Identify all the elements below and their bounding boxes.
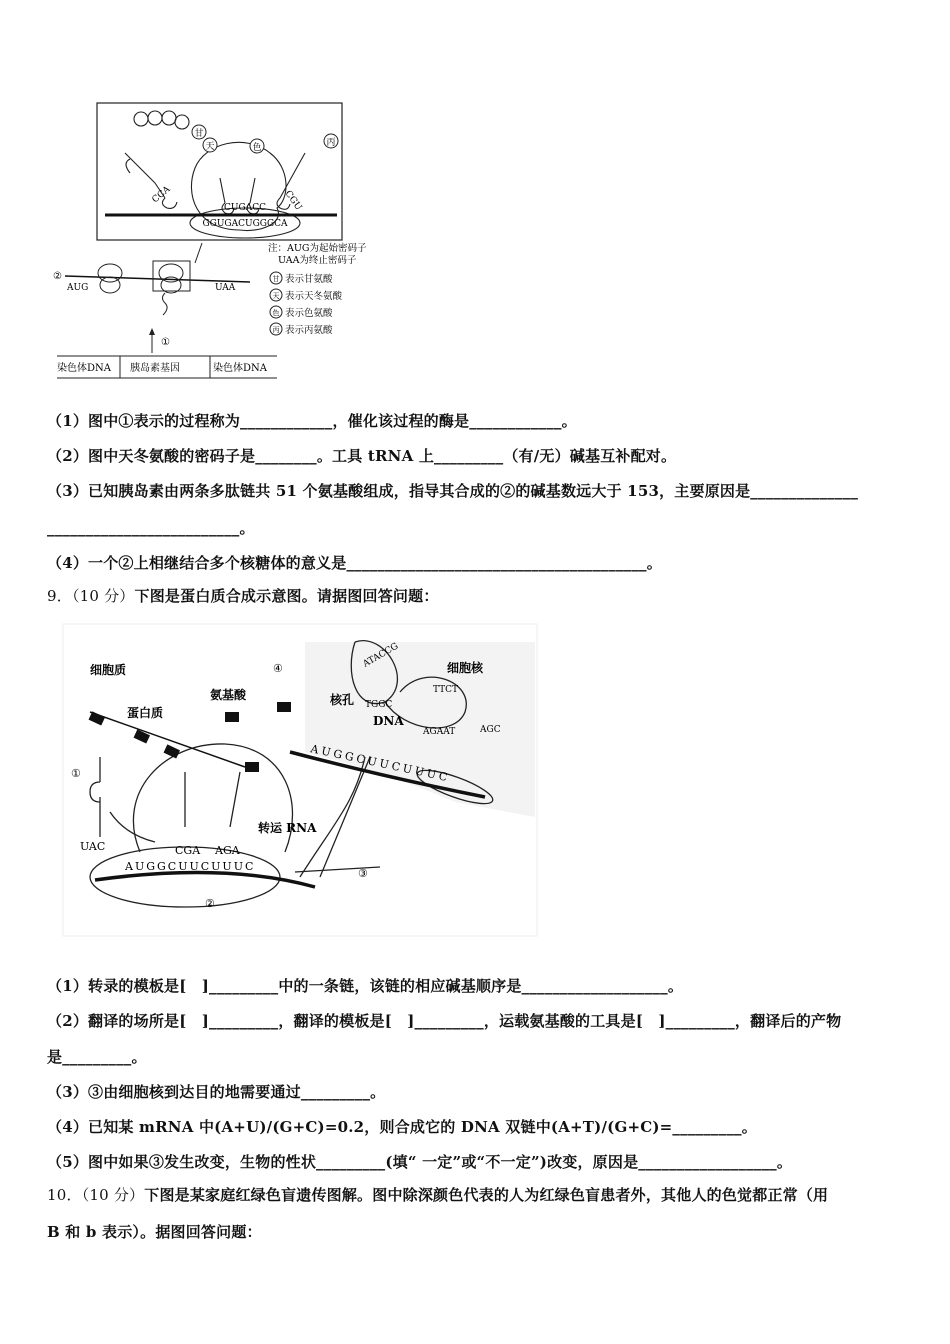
dna-segment-gene: 胰岛素基因 xyxy=(130,363,180,374)
legend-text: 表示色氨酸 xyxy=(285,308,333,319)
start-codon: AUG xyxy=(67,283,89,293)
dna-strand: AGAAT xyxy=(423,727,456,737)
note-start: 注：AUG为起始密码子 xyxy=(268,243,367,254)
protein-synthesis-diagram xyxy=(55,622,540,950)
q8-part1: （1）图中①表示的过程称为____________，催化该过程的酶是____________。 xyxy=(47,412,577,430)
q9-part2-cont: 是_________。 xyxy=(47,1048,147,1066)
q9-part4: （4）已知某 mRNA 中(A+U)/(G+C)=0.2，则合成它的 DNA 双链中(A+T)/(G+C)=_________。 xyxy=(47,1118,757,1136)
q9-part1: （1）转录的模板是[ ]_________中的一条链，该链的相应碱基顺序是___________________。 xyxy=(47,977,684,995)
mark-2: ② xyxy=(205,897,215,910)
q9-number: 9． xyxy=(47,587,72,605)
q8-part2: （2）图中天冬氨酸的密码子是________。工具 tRNA 上_________（有/无）碱基互补配对。 xyxy=(47,447,677,465)
translation-diagram xyxy=(45,98,390,383)
q10-stem xyxy=(47,1184,828,1205)
q8-part3: （3）已知胰岛素由两条多肽链共 51 个氨基酸组成，指导其合成的②的碱基数远大于 153，主要原因是______________ xyxy=(47,482,859,500)
legend-text: 表示丙氨酸 xyxy=(285,325,333,336)
label-nucleus: 细胞核 xyxy=(447,661,484,675)
bound-anticodon-1: CGA xyxy=(175,844,201,857)
dna-strand: TGGC xyxy=(365,700,393,710)
bound-anticodon-2: AGA xyxy=(215,844,240,857)
trna-anticodon-right: CGU xyxy=(282,188,304,213)
q10-stem-text: 下图是某家庭红绿色盲遗传图解。图中除深颜色代表的人为红绿色盲患者外，其他人的色觉都正常（用 xyxy=(144,1186,829,1204)
legend-mark: 丙 xyxy=(272,326,280,334)
q10-score: （10 分） xyxy=(81,1186,145,1204)
label-process: ① xyxy=(161,337,170,348)
legend-text: 表示甘氨酸 xyxy=(285,274,333,285)
free-trna-anticodon: UAC xyxy=(80,840,106,853)
legend-mark: 甘 xyxy=(272,275,280,283)
legend-mark: 色 xyxy=(272,309,280,317)
mrna-top-sequence: AUGGCUUCUUUC xyxy=(309,742,452,785)
ribosome-anticodons: CUGACC xyxy=(224,203,266,213)
q8-part3-cont: _________________________。 xyxy=(47,519,255,537)
mark-3: ③ xyxy=(358,867,368,880)
label-dna: DNA xyxy=(373,714,404,728)
label-cytoplasm: 细胞质 xyxy=(90,663,127,677)
q8-part4: （4）一个②上相继结合多个核糖体的意义是_______________________________________。 xyxy=(47,554,662,572)
dna-strand: TTCT xyxy=(433,685,459,695)
q9-stem xyxy=(47,585,439,606)
q10-number: 10． xyxy=(47,1186,82,1204)
label-mrna: ② xyxy=(53,271,62,282)
mrna-sequence: GGUGACUGGGCA xyxy=(202,219,288,229)
dna-segment: 染色体DNA xyxy=(213,363,267,374)
mrna-bottom-sequence: AUGGCUUCUUUC xyxy=(125,860,256,873)
mark-asp: 天 xyxy=(205,142,215,152)
label-trna: 转运 RNA xyxy=(258,821,317,835)
q9-part5: （5）图中如果③发生改变，生物的性状_________(填“ 一定”或“不一定”)改变，原因是__________________。 xyxy=(47,1153,793,1171)
label-protein: 蛋白质 xyxy=(127,706,164,720)
mark-1: ① xyxy=(71,767,81,780)
q9-score: （10 分） xyxy=(71,587,135,605)
label-amino-acid: 氨基酸 xyxy=(210,688,247,702)
q9-part3: （3）③由细胞核到达目的地需要通过_________。 xyxy=(47,1083,386,1101)
trna-anticodon-left: CCA xyxy=(150,184,173,206)
mark-4: ④ xyxy=(273,662,283,675)
dna-segment: 染色体DNA xyxy=(57,363,111,374)
legend-mark: 天 xyxy=(272,292,280,300)
stop-codon: UAA xyxy=(215,283,236,293)
q9-part2: （2）翻译的场所是[ ]_________，翻译的模板是[ ]_________，运载氨基酸的工具是[ ]_________，翻译后的产物 xyxy=(47,1012,842,1030)
dna-strand: ATACCG xyxy=(361,641,401,670)
mark-ala: 丙 xyxy=(326,138,336,148)
label-nuclear-pore: 核孔 xyxy=(330,693,355,707)
note-stop: UAA为终止密码子 xyxy=(278,255,357,266)
mark-trp: 色 xyxy=(252,143,262,153)
mark-gly: 甘 xyxy=(194,129,204,139)
q10-stem-cont: B 和 b 表示）。据图回答问题： xyxy=(47,1223,262,1241)
q9-stem-text: 下图是蛋白质合成示意图。请据图回答问题： xyxy=(134,587,439,605)
dna-strand: AGC xyxy=(480,725,501,735)
legend-text: 表示天冬氨酸 xyxy=(285,291,343,302)
